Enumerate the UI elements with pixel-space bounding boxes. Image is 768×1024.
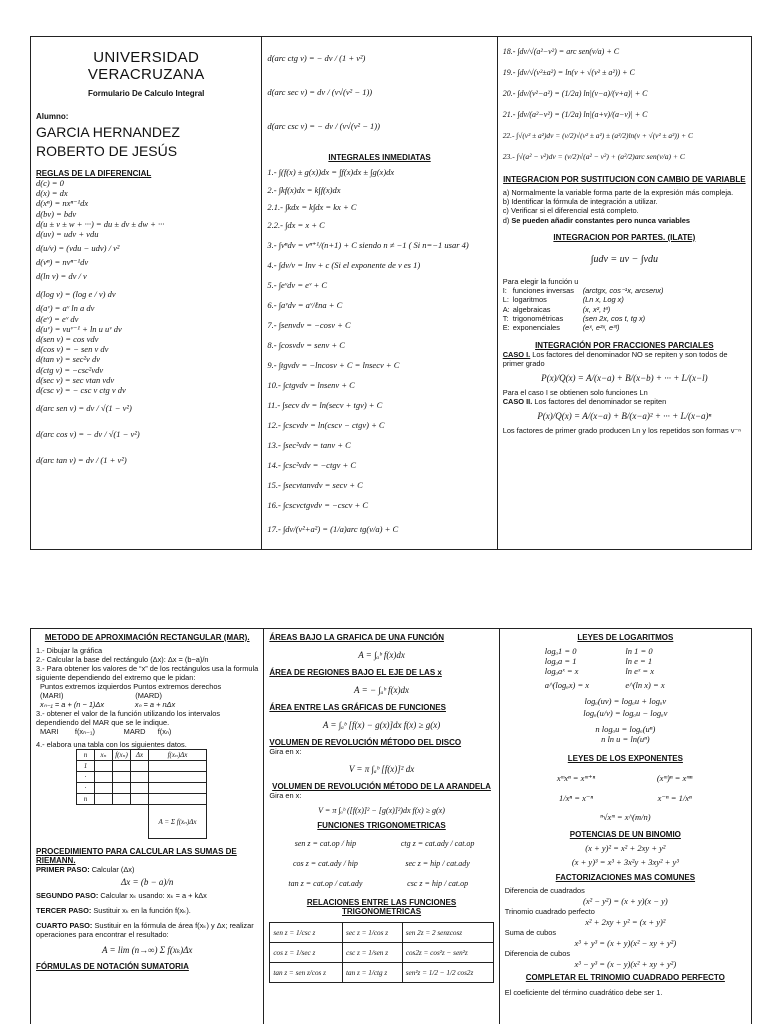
trinomio-text: El coeficiente del término cuadrático debe ser 1.	[504, 988, 663, 997]
ilate-row: E: exponenciales (eˣ, e²ˣ, e³ᵗ)	[502, 323, 620, 333]
trig-functions	[269, 834, 493, 894]
reglas-title: REGLAS DE LA DIFERENCIAL	[36, 169, 152, 178]
trig-item: sec z = hip / cat.ady	[405, 859, 470, 868]
log-item: n ln u = ln(uⁿ)	[601, 734, 650, 744]
student-name-line1: GARCIA HERNANDEZ	[36, 124, 180, 140]
exp-item: ⁿ√xᵐ = x^(m/n)	[600, 812, 651, 822]
alumno-label: Alumno:	[36, 112, 69, 121]
table-cell: sen z = 1/csc z	[270, 923, 343, 943]
inmediatas-title: INTEGRALES INMEDIATAS	[328, 153, 431, 162]
integral-item: 18.- ∫dv/√(a²−v²) = arc sen(v/a) + C	[502, 47, 620, 56]
integral-item: 4.- ∫dv/v = lnv + c (Si el exponente de v es 1)	[267, 260, 421, 270]
list-item: d) Se pueden añadir constantes pero nunca variables	[502, 215, 691, 225]
regla-item: d(x) = dx	[36, 188, 68, 199]
table-cell: tan z = sen z/cos z	[270, 963, 343, 983]
mar-step: Puntos extremos izquierdos Puntos extremos derechos	[40, 682, 222, 691]
log-item: e^(ln x) = x	[625, 680, 665, 690]
log-item: ln 1 = 0	[625, 646, 653, 656]
exponentes-grid	[505, 768, 746, 808]
integral-item: 14.- ∫csc²vdv = −ctgv + C	[267, 460, 356, 470]
caso2-formula: P(x)/Q(x) = A/(x−a) + B/(x−a)² + ··· + L/(x−a)ⁿ	[537, 410, 712, 421]
regla-item: d(sen v) = cos vdv	[36, 334, 99, 345]
regla-item: d(uv) = udv + vdu	[36, 229, 99, 240]
arc-derivative: d(arc ctg v) = − dv / (1 + v²)	[267, 53, 366, 63]
factor-formula: x² + 2xy + y² = (x + y)²	[585, 917, 666, 927]
regla-item: d(uᵛ) = vuᵛ⁻¹ + ln u uᵛ dv	[36, 323, 122, 334]
area-formula: A = − ∫ₐᵇ f(x)dx	[354, 685, 410, 695]
log-item: a^(logₐx) = x	[544, 680, 590, 690]
table-cell: tan z = 1/ctg z	[343, 963, 403, 983]
integral-item: 15.- ∫secvtanvdv = secv + C	[267, 480, 363, 490]
integral-item: 1.- ∫(f(x) ± g(x))dx = ∫f(x)dx ± ∫g(x)dx	[267, 167, 395, 177]
integral-item: 19.- ∫dv/√(v²±a²) = ln(v + √(v² ± a²)) + C	[502, 68, 635, 77]
integral-item: 22.- ∫√(v² ± a²)dv = (v/2)√(v² ± a²) ± (a²/2)ln(v + √(v² ± a²)) + C	[502, 131, 693, 140]
log-item: logₐ(uv) = logₐu + logₐv	[584, 696, 667, 706]
integral-item: 2.- ∫kf(x)dx = k∫f(x)dx	[267, 185, 341, 195]
regla-item: d(csc v) = − csc v ctg v dv	[36, 385, 126, 396]
riemann-formula: A = lim (n→∞) Σ f(xₖ)Δx	[101, 945, 193, 955]
regla-item: d(c) = 0	[36, 178, 64, 188]
caso2-text: CASO II. Los factores del denominador se repiten	[502, 396, 667, 406]
log-item: n logₐu = logₐ(uⁿ)	[595, 724, 656, 734]
logaritmos-title: LEYES DE LOGARITMOS	[577, 633, 674, 642]
log-item: logₐ1 = 0	[544, 646, 577, 656]
exp-item: x⁻ⁿ = 1/xⁿ	[657, 793, 692, 803]
integral-item: 20.- ∫dv/(v²−a²) = (1/2a) ln|(v−a)/(v+a)| + C	[502, 89, 648, 98]
table-header: Δx	[131, 750, 149, 761]
mar-table	[76, 749, 207, 839]
gira-label: Gira en x:	[269, 791, 302, 800]
column-areas	[264, 629, 499, 1024]
integral-item: 2.1.- ∫kdx = k∫dx = kx + C	[267, 201, 357, 212]
regla-item: d(u ± v ± w + ···) = du ± dv ± dw + ···	[36, 218, 165, 229]
table-cell: n	[77, 794, 95, 805]
integral-item: 6.- ∫aᵛdv = aᵛ/ℓna + C	[267, 300, 343, 310]
mar-step: MARI f(xₙ₋₁) MARD f(xₙ)	[40, 727, 172, 736]
binomio-item: (x + y)² = x² + 2xy + y²	[585, 843, 666, 853]
riemann-step: TERCER PASO: Sustituir xₖ en la función f(xₖ).	[36, 906, 191, 915]
areas-title: ÁREA DE REGIONES BAJO EL EJE DE LAS x	[269, 668, 442, 677]
riemann-step: SEGUNDO PASO: Calcular xₖ usando: xₖ = a + kΔx	[36, 891, 207, 900]
sustitucion-title: INTEGRACION POR SUSTITUCION CON CAMBIO DE VARIABLE	[503, 175, 746, 184]
regla-item: d(arc tan v) = dv / (1 + v²)	[36, 455, 127, 466]
column-mar-riemann	[31, 629, 264, 1024]
regla-item: d(ln v) = dv / v	[36, 271, 87, 282]
table-header: f(xₙ)	[113, 750, 131, 761]
formula-sheet-top	[30, 36, 752, 550]
ilate-row: A: algebraicas (x, x², t³)	[502, 304, 611, 314]
factor-formula: (x² − y²) = (x + y)(x − y)	[583, 896, 668, 906]
factor-formula: x³ − y³ = (x − y)(x² + xy + y²)	[574, 959, 677, 969]
arc-derivative: d(arc sec v) = dv / (v√(v² − 1))	[267, 87, 373, 97]
table-header: f(xₙ)Δx	[149, 750, 207, 761]
trig-item: ctg z = cat.ady / cat.op	[400, 839, 475, 848]
ilate-row: I: funciones inversas (arctgx, cos⁻¹x, arcsenx)	[502, 285, 664, 295]
ilate-row: T: trigonométricas (sen 2x, cos t, tg x)	[502, 314, 646, 324]
volumen-title: VOLUMEN DE REVOLUCIÓN MÉTODO DEL DISCO	[269, 738, 462, 747]
riemann-step: PRIMER PASO: Calcular (Δx)	[36, 865, 135, 874]
volumen-title: VOLUMEN DE REVOLUCIÓN MÉTODO DE LA ARANDELA	[272, 782, 491, 791]
factor-label: Suma de cubos	[504, 928, 557, 937]
relaciones-title: RELACIONES ENTRE LAS FUNCIONES TRIGONOMETRICAS	[306, 898, 457, 916]
trig-title: FUNCIONES TRIGONOMETRICAS	[317, 821, 446, 830]
riemann-formula: Δx = (b − a)/n	[120, 877, 174, 887]
integral-item: 7.- ∫senvdv = −cosv + C	[267, 320, 351, 330]
trig-item: cos z = cat.ady / hip	[292, 859, 358, 868]
factorizaciones-title: FACTORIZACIONES MAS COMUNES	[555, 873, 696, 882]
table-header: xₙ	[95, 750, 113, 761]
table-cell: sen 2z = 2 senzcosz	[402, 923, 493, 943]
integral-item: 9.- ∫tgvdv = −lncosv + C = lnsecv + C	[267, 360, 400, 370]
table-cell: csc z = 1/sen z	[343, 943, 403, 963]
regla-item: d(xⁿ) = nxⁿ⁻¹dx	[36, 198, 89, 209]
table-header: n	[77, 750, 95, 761]
trig-item: sen z = cat.op / hip	[294, 839, 357, 848]
integral-item: 21.- ∫dv/(a²−v²) = (1/2a) ln|(a+v)/(a−v)| + C	[502, 110, 648, 119]
integral-item: 16.- ∫cscvctgvdv = −cscv + C	[267, 500, 369, 510]
factor-label: Diferencia de cuadrados	[504, 886, 585, 895]
table-cell: 1	[77, 761, 95, 772]
table-cell: sen²z = 1/2 − 1/2 cos2z	[402, 963, 493, 983]
column-leyes	[500, 629, 751, 1024]
integral-item: 2.2.- ∫dx = x + C	[267, 220, 325, 230]
riemann-title: PROCEDIMIENTO PARA CALCULAR LAS SUMAS DE RIEMANN.	[36, 847, 237, 865]
areas-title: ÁREAS BAJO LA GRAFICA DE UNA FUNCIÓN	[269, 633, 445, 642]
table-cell: cos z = 1/sec z	[270, 943, 343, 963]
riemann-step: CUARTO PASO: Sustituir en la fórmula de área f(xₖ) y Δx; realizar operaciones para encontrar el resultado:	[36, 921, 254, 939]
column-inmediatas	[262, 37, 497, 549]
mar-step: 3.- Para obtener los valores de “x” de los rectángulos usa la formula siguiente dependiendo del extremo que le pidan:	[36, 664, 259, 682]
partes-formula: ∫udv = uv − ∫vdu	[590, 253, 658, 265]
mar-step: 1.- Dibujar la gráfica	[36, 646, 103, 655]
arc-derivative: d(arc csc v) = − dv / (v√(v² − 1))	[267, 121, 380, 131]
list-item: c) Verificar si el diferencial está completo.	[502, 206, 639, 216]
regla-item: d(log v) = (log e / v) dv	[36, 289, 116, 300]
sustitucion-steps	[503, 188, 746, 225]
exp-item: 1/xⁿ = x⁻ⁿ	[559, 793, 594, 803]
fracciones-title: INTEGRACIÓN POR FRACCIONES PARCIALES	[535, 340, 714, 350]
factor-label: Trinomio cuadrado perfecto	[504, 907, 595, 916]
formula-sheet-bottom	[30, 628, 752, 1024]
factor-label: Diferencia de cubos	[504, 949, 571, 958]
exp-item: xᵐxⁿ = xᵐ⁺ⁿ	[556, 773, 596, 783]
binomio-title: POTENCIAS DE UN BINOMIO	[569, 830, 681, 839]
table-cell: ·	[77, 772, 95, 783]
list-item: a) Normalmente la variable forma parte de la expresión más compleja.	[502, 188, 734, 197]
regla-item: d(u/v) = (vdu − udv) / v²	[36, 243, 120, 254]
mar-step: 2.- Calcular la base del rectángulo (Δx): Δx = (b−a)/n	[36, 655, 209, 664]
integral-item: 13.- ∫sec²vdv = tanv + C	[267, 440, 351, 450]
regla-item: d(arc sen v) = dv / √(1 − v²)	[36, 403, 132, 414]
gira-label: Gira en x:	[269, 747, 302, 756]
integral-item: 23.- ∫√(a² − v²)dv = (v/2)√(a² − v²) + (a²/2)arc sen(v/a) + C	[502, 152, 686, 161]
caso1-formula: P(x)/Q(x) = A/(x−a) + B/(x−b) + ··· + L/(x−l)	[541, 372, 708, 383]
log-item: ln e = 1	[625, 656, 653, 666]
notacion-title: FÓRMULAS DE NOTACIÓN SUMATORIA	[36, 962, 189, 971]
partes-title: INTEGRACION POR PARTES. (ILATE)	[553, 232, 696, 242]
regla-item: d(tan v) = sec²v dv	[36, 354, 100, 365]
partes-intro: Para elegir la función u	[502, 276, 579, 286]
mar-step: xₙ₋₁ = a + (n − 1)Δx xₙ = a + nΔx	[40, 700, 176, 709]
integral-item: 17.- ∫dv/(v²+a²) = (1/a)arc tg(v/a) + C	[267, 524, 399, 534]
mar-step: 4.- elabora una tabla con los siguientes datos.	[36, 740, 187, 749]
area-formula: A = ∫ₐᵇ f(x)dx	[358, 650, 405, 660]
list-item: b) Identificar la fórmula de integración a utilizar.	[502, 197, 658, 207]
regla-item: d(ctg v) = −csc²vdv	[36, 364, 104, 375]
integral-item: 11.- ∫secv dv = ln(secv + tgv) + C	[267, 400, 383, 410]
form-title: Formulario De Calculo Integral	[87, 89, 205, 98]
table-cell: sec z = 1/cos z	[343, 923, 403, 943]
regla-item: d(aᵛ) = aᵛ ln a dv	[36, 303, 95, 314]
column-metodos	[498, 37, 751, 549]
regla-item: d(cos v) = − sen v dv	[36, 344, 109, 355]
log-item: logₐaˣ = x	[544, 666, 579, 676]
integral-item: 10.- ∫ctgvdv = lnsenv + C	[267, 380, 355, 390]
exp-item: (xᵐ)ⁿ = xᵐⁿ	[656, 773, 693, 783]
caso1-text: CASO I. Los factores del denominador NO se repiten y son todos de primer grado	[502, 349, 728, 368]
regla-item: d(arc cos v) = − dv / √(1 − v²)	[36, 429, 140, 440]
trig-item: tan z = cat.op / cat.ady	[288, 879, 363, 888]
regla-item: d(bv) = bdv	[36, 208, 77, 219]
table-sum: A = Σ f(xₙ)Δx	[149, 805, 207, 839]
trinomio-title: COMPLETAR EL TRINOMIO CUADRADO PERFECTO	[525, 973, 725, 982]
mar-title: METODO DE APROXIMACIÓN RECTANGULAR (MAR).	[44, 633, 250, 642]
volumen-formula: V = π ∫ₐᵇ [f(x)]² dx	[348, 764, 415, 774]
area-formula: A = ∫ₐᵇ [f(x) − g(x)]dx f(x) ≥ g(x)	[322, 720, 441, 730]
ilate-row: L: logaritmos (Ln x, Log x)	[502, 295, 624, 305]
mar-step: (MARI) (MARD)	[40, 691, 162, 700]
relaciones-table	[269, 922, 493, 983]
student-name-line2: ROBERTO DE JESÚS	[36, 143, 178, 159]
caso1-note: Para el caso I se obtienen solo funciones Ln	[502, 387, 648, 397]
caso2-note: Los factores de primer grado producen Ln y los repetidos son formas v⁻ⁿ	[502, 425, 741, 435]
volumen-formula: V = π ∫ₐᵇ ([f(x)]² − [g(x)]²)dx f(x) ≥ g(x)	[318, 806, 445, 815]
log-item: logₐa = 1	[544, 656, 577, 666]
table-cell: ·	[77, 783, 95, 794]
log-item: logₐ(u/v) = logₐu − logₐv	[583, 708, 668, 718]
binomio-item: (x + y)³ = x³ + 3x²y + 3xy² + y³	[571, 857, 679, 867]
table-cell: cos2z = cos²z − sen²z	[402, 943, 493, 963]
column-header-reglas	[31, 37, 262, 549]
factor-formula: x³ + y³ = (x + y)(x² − xy + y²)	[574, 938, 677, 948]
integral-item: 5.- ∫eᵛdv = eᵛ + C	[267, 280, 327, 290]
mar-step: 3.- obtener el valor de la función utilizando los intervalos dependiendo del MAR que se le indique.	[36, 709, 221, 727]
regla-item: d(vⁿ) = nvⁿ⁻¹dv	[36, 257, 89, 268]
integral-item: 3.- ∫vⁿdv = vⁿ⁺¹/(n+1) + C siendo n ≠ −1 ( Si n=−1 usar 4)	[267, 240, 469, 250]
logaritmos-grid	[505, 646, 746, 694]
regla-item: d(sec v) = sec vtan vdv	[36, 374, 115, 385]
integral-item: 8.- ∫cosvdv = senv + C	[267, 340, 345, 350]
integral-item: 12.- ∫cscvdv = ln(cscv − ctgv) + C	[267, 420, 385, 430]
regla-item: d(eᵛ) = eᵛ dv	[36, 313, 79, 324]
university-title: UNIVERSIDAD VERACRUZANA	[87, 49, 205, 83]
trig-item: csc z = hip / cat.op	[407, 879, 469, 888]
exponentes-title: LEYES DE LOS EXPONENTES	[567, 754, 683, 763]
log-item: ln eˣ = x	[625, 666, 655, 676]
areas-title: ÁREA ENTRE LAS GRÁFICAS DE FUNCIONES	[269, 703, 446, 712]
